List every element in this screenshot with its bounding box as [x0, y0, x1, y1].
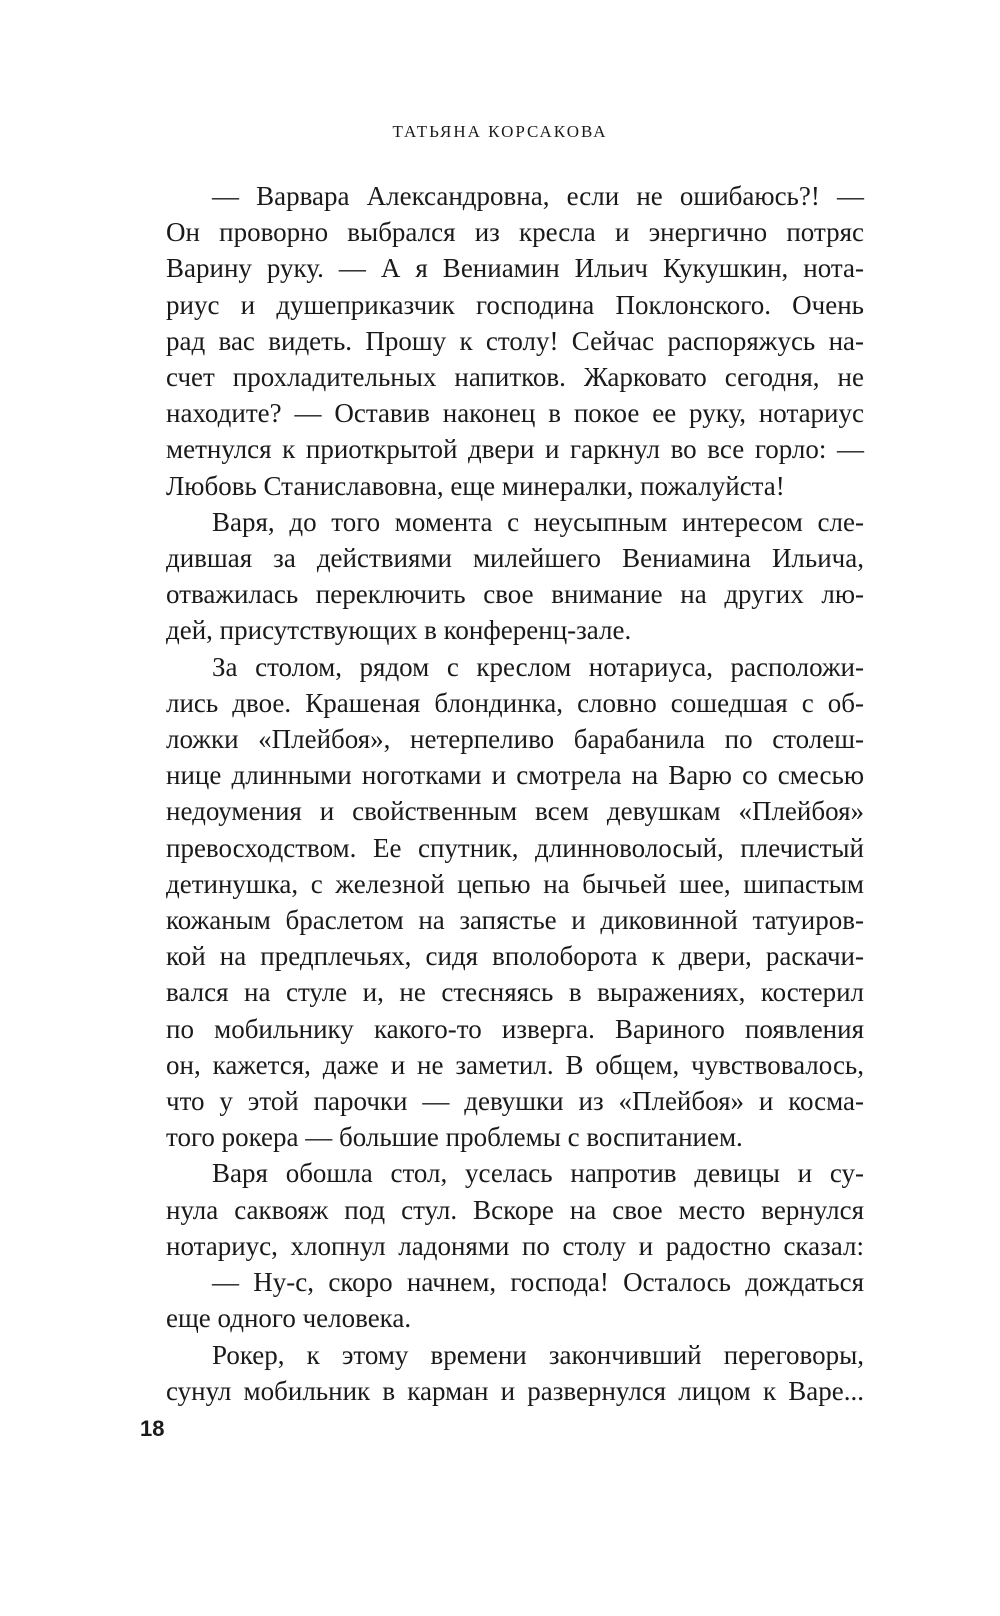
- text-line: того рокера — большие проблемы с воспитанием.: [166, 1122, 743, 1153]
- text-line: отважилась переключить свое внимание на других лю-: [166, 579, 864, 610]
- text-line: За столом, рядом с креслом нотариуса, расположи-: [212, 651, 864, 682]
- paragraph-4: [166, 1155, 864, 1264]
- paragraph-6: [166, 1337, 864, 1409]
- text-line: вался на стуле и, не стесняясь в выражениях, костерил: [166, 977, 864, 1008]
- text-line: нице длинными ноготками и смотрела на Варю со смесью: [166, 760, 864, 791]
- paragraph-3: [166, 649, 864, 1156]
- text-line: Варину руку. — А я Вениамин Ильич Кукушкин, нота-: [166, 253, 864, 284]
- text-line: Варя, до того момента с неусыпным интересом сле-: [212, 506, 864, 537]
- text-line: ложки «Плейбоя», нетерпеливо барабанила по столеш-: [166, 724, 864, 755]
- text-line: счет прохладительных напитков. Жарковато сегодня, не: [166, 362, 864, 393]
- text-line: лись двое. Крашеная блондинка, словно сошедшая с об-: [166, 687, 864, 718]
- text-line: по мобильнику какого-то изверга. Вариного появления: [166, 1013, 864, 1044]
- text-line: метнулся к приоткрытой двери и гаркнул во все горло: —: [166, 434, 864, 465]
- text-line: сунул мобильник в карман и развернулся лицом к Варе...: [166, 1375, 864, 1406]
- text-line: детинушка, с железной цепью на бычьей шее, шипастым: [166, 868, 864, 899]
- text-line: дившая за действиями милейшего Вениамина Ильича,: [166, 543, 864, 574]
- text-line: кожаным браслетом на запястье и диковинной татуиров-: [166, 905, 864, 936]
- text-line: что у этой парочки — девушки из «Плейбоя» и косма-: [166, 1086, 864, 1117]
- text-line: недоумения и свойственным всем девушкам «Плейбоя»: [166, 796, 864, 827]
- text-line: он, кажется, даже и не заметил. В общем, чувствовалось,: [166, 1049, 864, 1080]
- text-line: рад вас видеть. Прошу к столу! Сейчас распоряжусь на-: [166, 325, 864, 356]
- text-line: кой на предплечьях, сидя вполоборота к двери, раскачи-: [166, 941, 864, 972]
- text-line: Рокер, к этому времени закончивший переговоры,: [212, 1339, 864, 1370]
- text-line: нотариус, хлопнул ладонями по столу и радостно сказал:: [166, 1230, 864, 1261]
- running-title: ТАТЬЯНА КОРСАКОВА: [392, 122, 608, 141]
- text-line: превосходством. Ее спутник, длинноволосый, плечистый: [166, 832, 864, 863]
- body-text: [166, 178, 864, 1409]
- text-line: Варя обошла стол, уселась напротив девицы и су-: [212, 1158, 864, 1189]
- text-line: — Варвара Александровна, если не ошибаюсь?! —: [212, 181, 864, 211]
- text-line: дей, присутствующих в конференц-зале.: [166, 615, 632, 646]
- text-line: нула саквояж под стул. Вскоре на свое место вернулся: [166, 1194, 864, 1225]
- text-line: — Ну-с, скоро начнем, господа! Осталось дождаться: [212, 1267, 864, 1298]
- text-line: Он проворно выбрался из кресла и энергично потряс: [166, 217, 864, 248]
- text-line: Любовь Станиславовна, еще минералки, пожалуйста!: [166, 470, 785, 501]
- paragraph-1: [166, 178, 864, 504]
- paragraph-2: [166, 504, 864, 649]
- text-line: риус и душеприказчик господина Поклонского. Очень: [166, 289, 864, 320]
- text-line: еще одного человека.: [166, 1303, 412, 1334]
- text-line: находите? — Оставив наконец в покое ее руку, нотариус: [166, 398, 864, 429]
- page-number: 18: [140, 1416, 165, 1441]
- paragraph-5: [166, 1264, 864, 1336]
